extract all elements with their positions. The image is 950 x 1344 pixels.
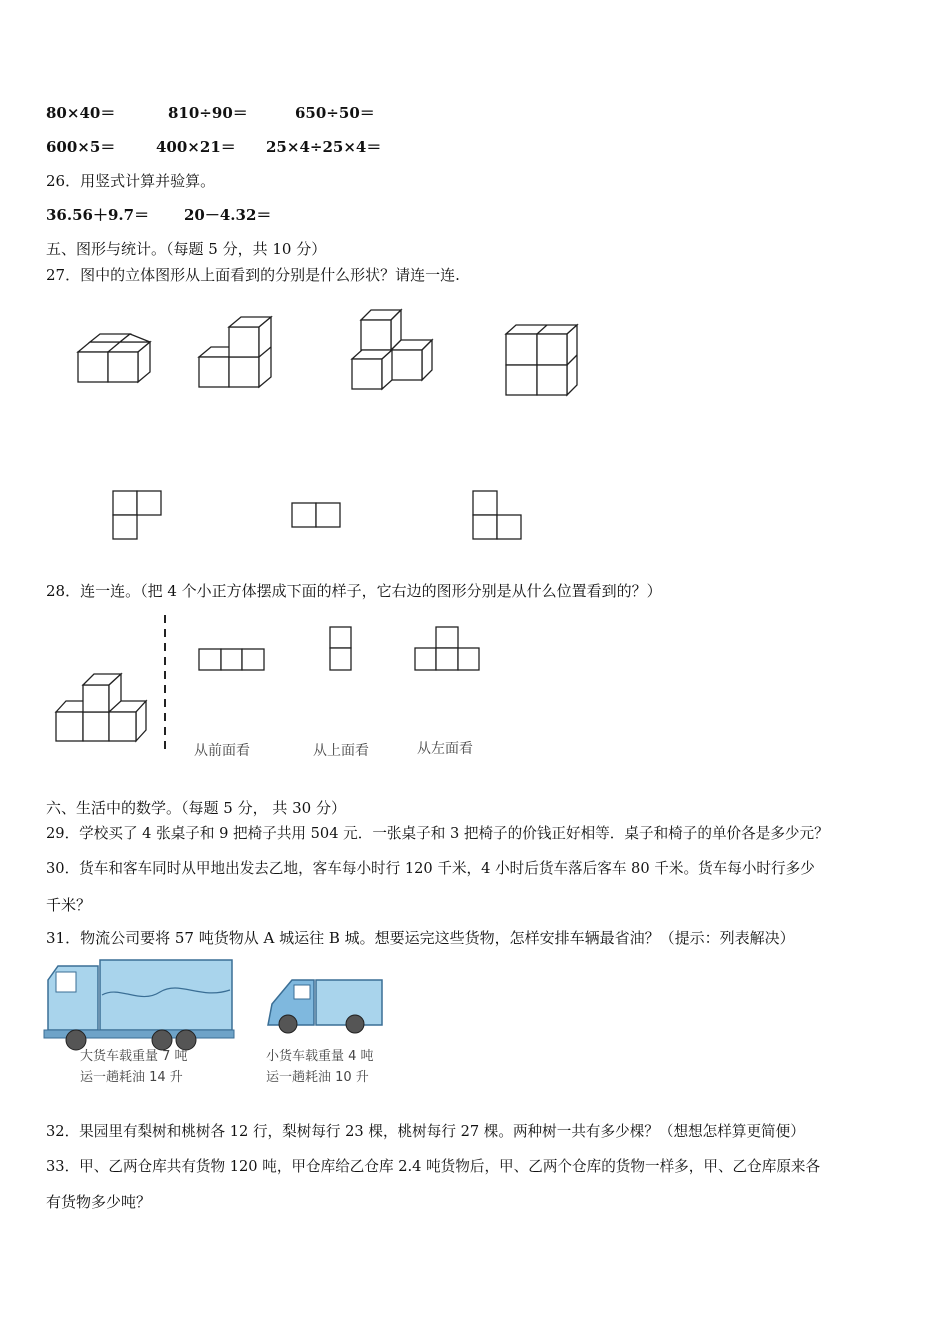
calc-item: 25×4÷25×4＝ bbox=[266, 138, 382, 156]
section-6-heading: 六、生活中的数学。（每题 5 分， 共 30 分） bbox=[46, 799, 346, 817]
question-30-line1: 30．货车和客车同时从甲地出发去乙地，客车每小时行 120 千米，4 小时后货车落后客车 80 千米。货车每小时行多少 bbox=[46, 860, 815, 877]
calc-item: 650÷50＝ bbox=[295, 104, 375, 122]
small-truck-image bbox=[268, 980, 382, 1033]
view-label-front: 从前面看 bbox=[194, 743, 250, 759]
question-32: 32．果园里有梨树和桃树各 12 行，梨树每行 23 棵，桃树每行 27 棵。两种树一共有多少棵？（想想怎样算更简便） bbox=[46, 1123, 805, 1140]
view-label-left: 从左面看 bbox=[417, 741, 473, 757]
view-label-top: 从上面看 bbox=[313, 743, 369, 759]
calc-item: 80×40＝ bbox=[46, 104, 116, 122]
section-5-heading: 五、图形与统计。（每题 5 分，共 10 分） bbox=[46, 240, 327, 258]
calc-item: 20－4.32＝ bbox=[184, 206, 272, 224]
calc-item: 600×5＝ bbox=[46, 138, 116, 156]
big-truck-capacity: 大货车载重量 7 吨 bbox=[80, 1049, 188, 1064]
question-29: 29．学校买了 4 张桌子和 9 把椅子共用 504 元．一张桌子和 3 把椅子的价钱正好相等．桌子和椅子的单价各是多少元？ bbox=[46, 825, 829, 842]
question-28: 28．连一连。（把 4 个小正方体摆成下面的样子，它右边的图形分别是从什么位置看到的？） bbox=[46, 582, 662, 600]
big-truck-fuel: 运一趟耗油 14 升 bbox=[80, 1070, 183, 1085]
big-truck-image bbox=[44, 960, 234, 1050]
calc-item: 810÷90＝ bbox=[168, 104, 248, 122]
calc-item: 400×21＝ bbox=[156, 138, 236, 156]
question-33-line1: 33．甲、乙两仓库共有货物 120 吨，甲仓库给乙仓库 2.4 吨货物后，甲、乙两个仓库的货物一样多，甲、乙仓库原来各 bbox=[46, 1158, 821, 1175]
calc-item: 36.56＋9.7＝ bbox=[46, 206, 150, 224]
question-33-line2: 有货物多少吨？ bbox=[46, 1193, 152, 1211]
question-31: 31．物流公司要将 57 吨货物从 A 城运往 B 城。想要运完这些货物，怎样安排车辆最省油？（提示：列表解决） bbox=[46, 929, 795, 947]
question-30-line2: 千米？ bbox=[46, 896, 92, 914]
question-27: 27．图中的立体图形从上面看到的分别是什么形状？请连一连. bbox=[46, 266, 460, 284]
small-truck-capacity: 小货车载重量 4 吨 bbox=[266, 1049, 374, 1064]
small-truck-fuel: 运一趟耗油 10 升 bbox=[266, 1070, 369, 1085]
question-26: 26．用竖式计算并验算。 bbox=[46, 172, 216, 190]
